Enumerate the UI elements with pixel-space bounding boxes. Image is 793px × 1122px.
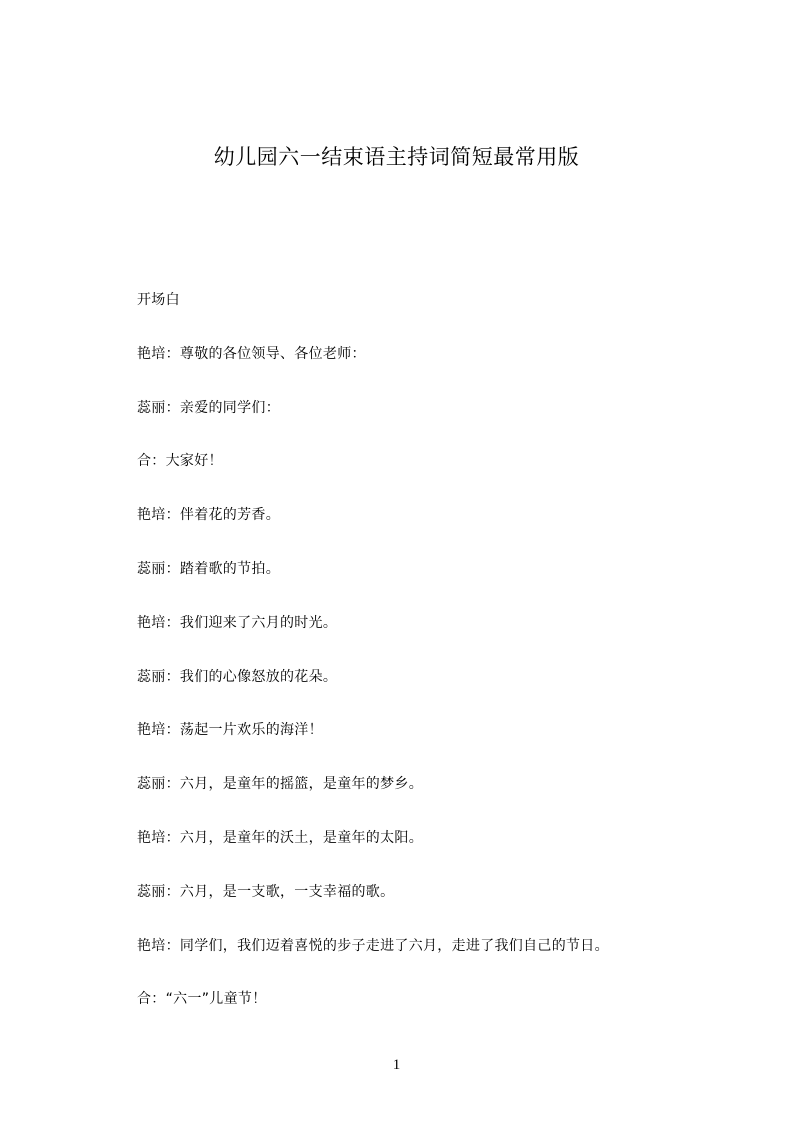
page-number: 1 (392, 1057, 401, 1073)
script-line: 艳培：我们迎来了六月的时光。 (137, 614, 338, 631)
script-line: 艳培：尊敬的各位领导、各位老师： (137, 345, 366, 362)
script-line: 蕊丽：六月，是童年的摇篮，是童年的梦乡。 (137, 776, 423, 793)
document-title: 幼儿园六一结束语主持词简短最常用版 (213, 145, 580, 169)
script-line: 艳培：荡起一片欢乐的海洋！ (137, 722, 323, 739)
script-line: 蕊丽：我们的心像怒放的花朵。 (137, 668, 338, 685)
script-line: 蕊丽：六月，是一支歌，一支幸福的歌。 (137, 883, 395, 900)
script-line: 合：大家好！ (137, 453, 223, 470)
script-lines (137, 286, 737, 1039)
script-line: 蕊丽：亲爱的同学们： (137, 399, 280, 416)
script-line: 合：“六一”儿童节！ (137, 991, 267, 1008)
script-line: 蕊丽：踏着歌的节拍。 (137, 560, 280, 577)
script-line: 艳培：伴着花的芳香。 (137, 507, 280, 524)
script-line: 开场白 (137, 292, 180, 308)
script-line: 艳培：同学们，我们迈着喜悦的步子走进了六月，走进了我们自己的节日。 (137, 937, 609, 954)
script-line: 艳培：六月，是童年的沃土，是童年的太阳。 (137, 829, 423, 846)
